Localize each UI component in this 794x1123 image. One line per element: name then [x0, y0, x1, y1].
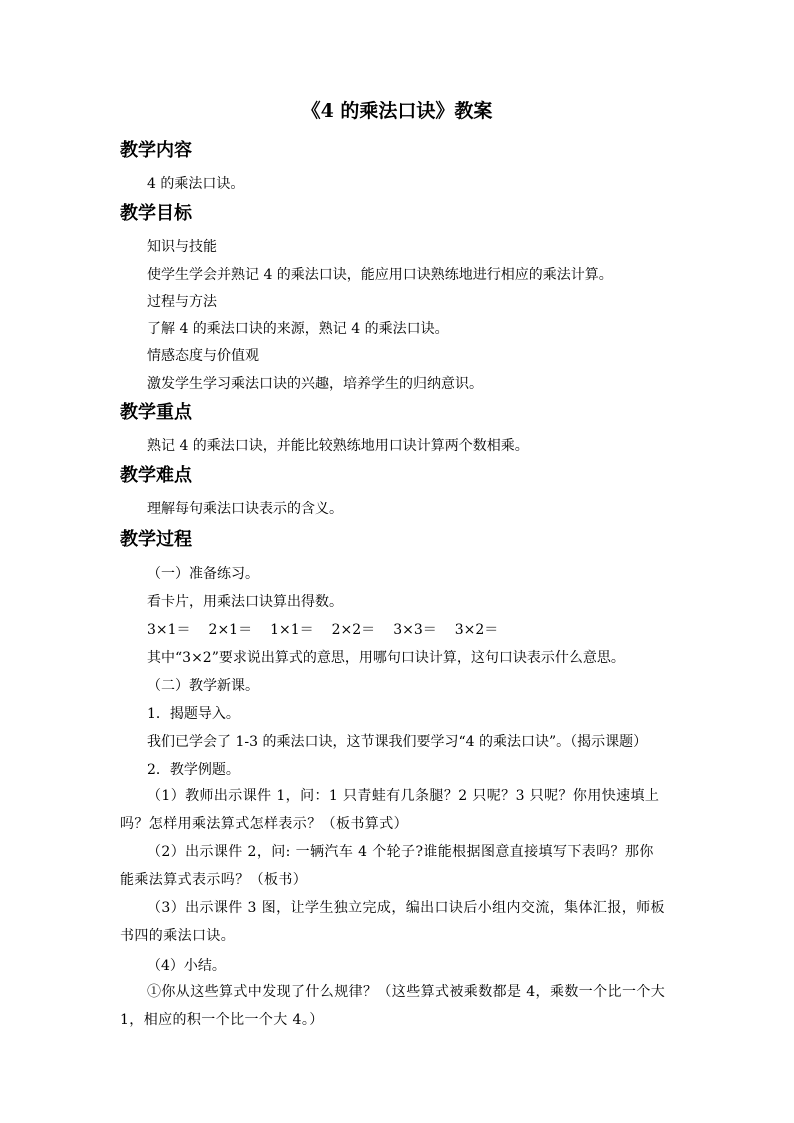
process-example-4: （4）小结。 [147, 958, 226, 974]
goal-item: 了解 4 的乘法口诀的来源，熟记 4 的乘法口诀。 [147, 321, 449, 337]
goal-item: 过程与方法 [147, 294, 217, 310]
goal-item: 知识与技能 [147, 239, 217, 255]
calc-row [147, 620, 516, 640]
process-step2: （二）教学新课。 [147, 678, 259, 694]
calc-item: 3×1＝ [147, 622, 191, 638]
process-example-1: （1）教师出示课件 1，问：1 只青蛙有几条腿？2 只呢？3 只呢？你用快速填上吗？怎样用乘法算式怎样表示？（板书算式） [120, 788, 660, 832]
process-example-2: （2）出示课件 2，问: 一辆汽车 4 个轮子?谁能根据图意直接填写下表吗？那你能乘法算式表示吗？（板书） [120, 844, 654, 888]
document-title: 《4 的乘法口诀》教案 [301, 100, 493, 122]
process-intro: 我们已学会了 1-3 的乘法口诀，这节课我们要学习“4 的乘法口诀”。（揭示课题） [147, 734, 648, 750]
process-sub2: 2．教学例题。 [147, 762, 240, 778]
calc-item: 2×1＝ [208, 622, 253, 638]
key-text: 熟记 4 的乘法口诀，并能比较熟练地用口诀计算两个数相乘。 [147, 438, 529, 454]
calc-item: 1×1＝ [270, 622, 314, 638]
goal-item: 使学生学会并熟记 4 的乘法口诀，能应用口诀熟练地进行相应的乘法计算。 [147, 267, 613, 283]
heading-content: 教学内容 [120, 140, 192, 161]
process-note: 其中“3×2”要求说出算式的意思，用哪句口诀计算，这句口诀表示什么意思。 [147, 650, 625, 666]
calc-item: 3×3＝ [393, 622, 437, 638]
heading-process: 教学过程 [120, 529, 192, 550]
content-text: 4 的乘法口诀。 [147, 176, 245, 192]
process-example-3: （3）出示课件 3 图，让学生独立完成，编出口诀后小组内交流，集体汇报，师板书四的乘法口诀。 [120, 900, 665, 944]
goal-item: 情感态度与价值观 [147, 348, 259, 364]
difficulty-text: 理解每句乘法口诀表示的含义。 [147, 501, 343, 517]
calc-item: 2×2＝ [331, 622, 376, 638]
heading-difficulty: 教学难点 [120, 465, 192, 486]
heading-key: 教学重点 [120, 402, 192, 423]
heading-goals: 教学目标 [120, 203, 192, 224]
process-sub1: 1．揭题导入。 [147, 706, 240, 722]
process-summary: ①你从这些算式中发现了什么规律？（这些算式被乘数都是 4，乘数一个比一个大 1，相应的积一个比一个大 4。） [120, 984, 666, 1028]
process-cards: 看卡片，用乘法口诀算出得数。 [147, 594, 343, 610]
goal-item: 激发学生学习乘法口诀的兴趣，培养学生的归纳意识。 [147, 376, 483, 392]
process-step1: （一）准备练习。 [147, 566, 259, 582]
calc-item: 3×2＝ [454, 622, 499, 638]
